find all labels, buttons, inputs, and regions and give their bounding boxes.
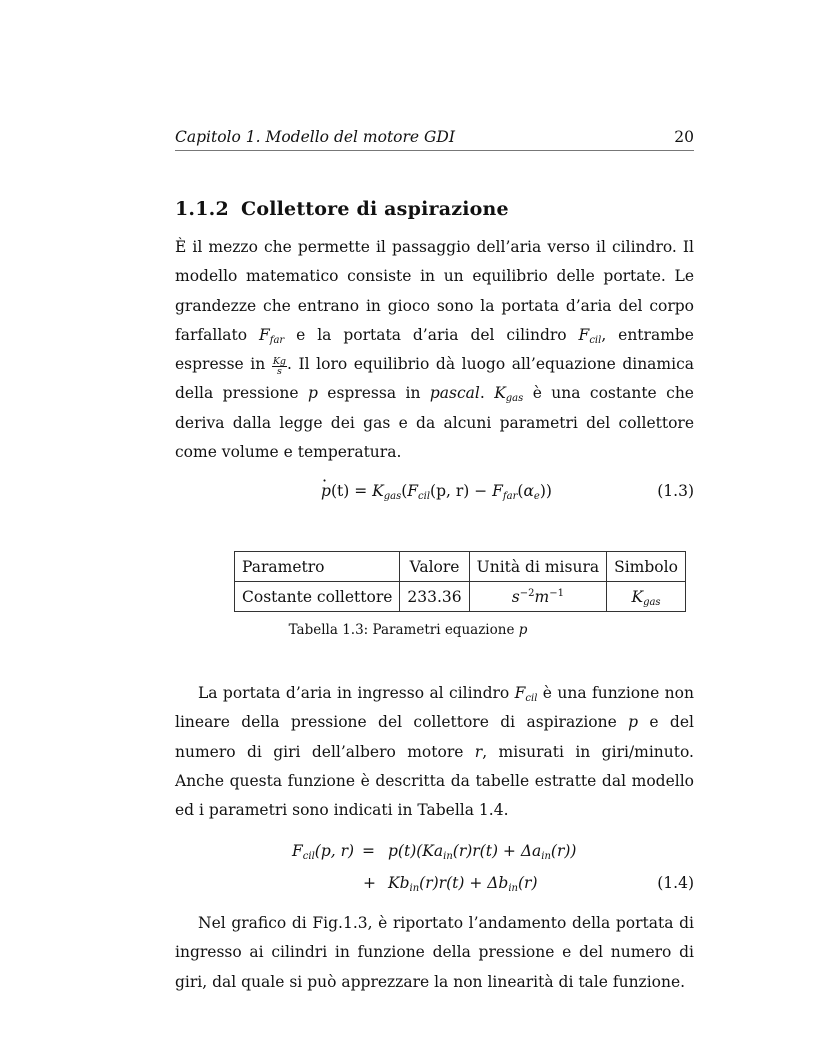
table-cell: 233.36 [400, 582, 469, 612]
section-title: Collettore di aspirazione [241, 198, 509, 220]
equation-1-4-plus: + [363, 874, 376, 892]
math-text: (r)r(t) + Δb [419, 874, 509, 892]
text-run: , entrambe espresse in [175, 325, 694, 374]
table-header-cell: Unità di misura [469, 552, 606, 582]
text-run: è una costante che deriva dalla legge dei gas e da alcuni parametri del collettore come volume e temperatura. [175, 384, 694, 462]
math-text: (r)) [550, 842, 577, 860]
text-run: e la portata d’aria del cilindro [284, 325, 579, 344]
math-subscript: in [541, 851, 551, 862]
math-subscript: gas [383, 491, 402, 502]
table-header-cell: Valore [400, 552, 469, 582]
paragraph-intro [175, 233, 694, 467]
section-number: 1.1.2 [175, 198, 229, 220]
math-var: m [534, 587, 550, 606]
math-text: p(t)(Ka [388, 842, 444, 860]
equation-1-4-line2 [388, 874, 538, 892]
math-text: (p, r) − [430, 482, 493, 500]
table-cell-unit [469, 582, 606, 612]
math-subscript: cil [589, 334, 602, 346]
running-header [175, 128, 694, 151]
math-subscript: in [508, 883, 518, 894]
math-var: (p, r) [314, 842, 355, 860]
table-caption [0, 622, 816, 638]
chapter-title: Capitolo 1. Modello del motore GDI [175, 128, 455, 146]
math-var: s [511, 587, 520, 606]
text-run: espressa in [317, 384, 430, 403]
math-subscript: cil [302, 851, 315, 862]
math-var: · p [321, 482, 331, 500]
math-subscript: gas [643, 596, 661, 608]
text-run: , misurati in giri/minuto. Anche questa funzione è descritta da tabelle estratte dal modello ed i parametri sono indicati in Tabella 1.4. [175, 742, 694, 820]
math-var: α [523, 482, 534, 500]
math-var: F [514, 684, 526, 702]
page-number: 20 [674, 128, 694, 146]
unit-fraction [272, 357, 287, 376]
math-superscript: −1 [549, 587, 564, 599]
math-var: F [292, 842, 303, 860]
math-var: r [474, 742, 483, 761]
math-var: F [578, 325, 590, 344]
text-run: . Il loro equilibrio dà luogo all’equazione dinamica della pressione [175, 355, 694, 403]
text-run: . [479, 384, 495, 403]
math-var: K [631, 587, 644, 606]
math-var: K [494, 384, 506, 403]
text-run: È il mezzo che permette il passaggio dell’aria verso il cilindro. Il modello matematico consiste in un equilibrio delle portate. Le grandezze che entrano in gioco sono la portata d’aria del corpo farfallato [175, 238, 694, 344]
math-var: F [407, 482, 419, 500]
math-text: (r) [518, 874, 538, 892]
section-heading [175, 198, 509, 220]
math-subscript: far [502, 491, 518, 502]
equation-1-4-equals: = [362, 842, 375, 860]
table-cell-symbol [607, 582, 686, 612]
paragraph-portata [175, 679, 694, 825]
paragraph-grafico: Nel grafico di Fig.1.3, è riportato l’andamento della portata di ingresso ai cilindri in funzione della pressione e del numero di giri, dal quale si può apprezzare la non linearità di tale funzione. [175, 914, 694, 991]
fraction-denominator: s [276, 366, 282, 378]
math-var: p [628, 713, 639, 732]
math-text: (r)r(t) + Δa [452, 842, 542, 860]
table-cell: Costante collettore [235, 582, 400, 612]
math-var: pascal [429, 384, 480, 403]
math-var: p [307, 384, 318, 403]
math-var: K [372, 482, 384, 500]
equation-1-4-line1 [388, 842, 576, 860]
math-var: F [492, 482, 503, 500]
math-text: ( [401, 482, 408, 500]
math-subscript: e [533, 491, 540, 502]
parameters-table [234, 551, 686, 612]
equation-1-4-lhs [292, 842, 354, 860]
math-text: )) [539, 482, 552, 500]
text-run: La portata d’aria in ingresso al cilindro [198, 684, 515, 702]
math-text: ( [517, 482, 524, 500]
math-subscript: in [443, 851, 453, 862]
math-var: F [259, 325, 270, 344]
table-header-cell: Parametro [235, 552, 400, 582]
math-text: Kb [388, 874, 410, 892]
table-header-cell: Simbolo [607, 552, 686, 582]
fraction-numerator: Kg [272, 356, 286, 368]
math-subscript: in [409, 883, 420, 894]
math-subscript: cil [525, 693, 538, 704]
equation-number: (1.3) [657, 482, 694, 500]
math-text: (t) = [330, 482, 373, 500]
math-subscript: cil [418, 491, 431, 502]
equation-1-3 [321, 482, 552, 500]
table-header-row [235, 552, 686, 582]
table-row [235, 582, 686, 612]
text-run: e del numero di giri dell’albero motore [175, 713, 694, 761]
math-superscript: −2 [519, 587, 535, 599]
math-subscript: far [269, 334, 285, 346]
caption-text: Tabella 1.3: Parametri equazione [288, 622, 519, 638]
math-var: p [518, 622, 528, 638]
text-run: è una funzione non lineare della pressione del collettore di aspirazione [175, 684, 694, 732]
math-subscript: gas [505, 393, 524, 405]
equation-number: (1.4) [657, 874, 694, 892]
